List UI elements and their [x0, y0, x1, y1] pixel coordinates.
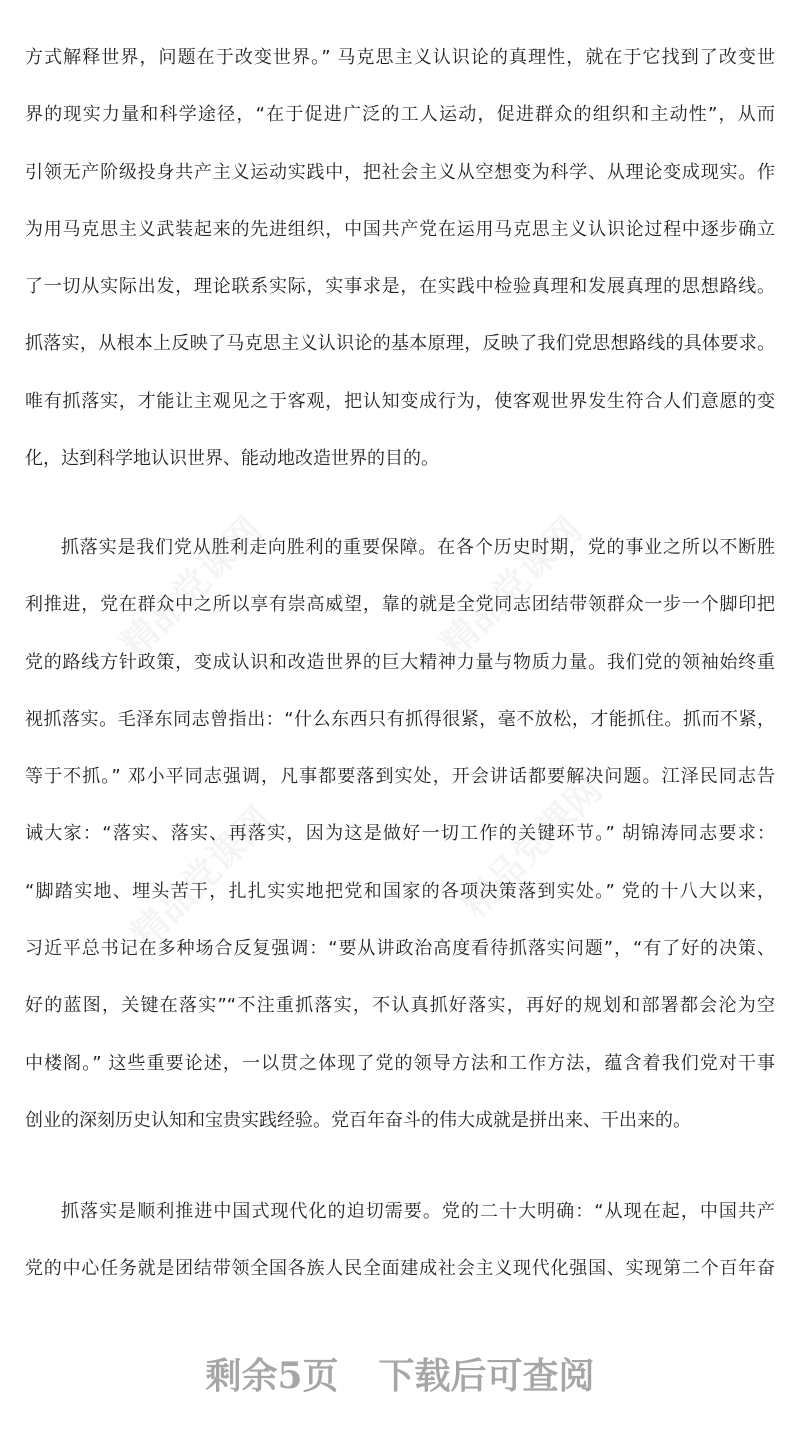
text-line: 好的蓝图，关键在落实”“不注重抓落实，不认真抓好落实，再好的规划和部署都会沦为空	[25, 995, 775, 1017]
remaining-pages-label: 剩余5页	[205, 1355, 339, 1397]
text-line: 为用马克思主义武装起来的先进组织，中国共产党在运用马克思主义认识论过程中逐步确立	[25, 218, 775, 240]
download-to-view-label: 下载后可查阅	[378, 1355, 595, 1397]
paragraph-1	[25, 29, 775, 487]
text-line: 唯有抓落实，才能让主观见之于客观，把认知变成行为，使客观世界发生符合人们意愿的变	[25, 390, 775, 412]
text-line: 党的路线方针政策，变成认识和改造世界的巨大精神力量与物质力量。我们党的领袖始终重	[25, 651, 775, 673]
text-line: 抓落实，从根本上反映了马克思主义认识论的基本原理，反映了我们党思想路线的具体要求。	[25, 333, 775, 355]
text-line: 抓落实是我们党从胜利走向胜利的重要保障。在各个历史时期，党的事业之所以不断胜	[61, 537, 775, 558]
text-line: 化，达到科学地认识世界、能动地改造世界的目的。	[25, 448, 439, 470]
text-line: 引领无产阶级投身共产主义运动实践中，把社会主义从空想变为科学、从理论变成现实。作	[25, 161, 775, 183]
download-prompt[interactable]	[0, 1348, 800, 1399]
text-line: 界的现实力量和科学途径，“在于促进广泛的工人运动，促进群众的组织和主动性”，从而	[25, 104, 775, 126]
text-line: 党的中心任务就是团结带领全国各族人民全面建成社会主义现代化强国、实现第二个百年奋	[25, 1258, 775, 1280]
paragraph-2	[25, 519, 775, 1149]
text-line: “脚踏实地、埋头苦干，扎扎实实地把党和国家的各项决策落到实处。” 党的十八大以来，	[25, 880, 775, 902]
text-line: 习近平总书记在多种场合反复强调：“要从讲政治高度看待抓落实问题”，“有了好的决策、	[25, 938, 775, 960]
text-line: 诫大家：“落实、落实、再落实，因为这是做好一切工作的关键环节。” 胡锦涛同志要求：	[25, 823, 775, 845]
text-line: 视抓落实。毛泽东同志曾指出：“什么东西只有抓得很紧，毫不放松，才能抓住。抓而不紧，	[25, 708, 775, 730]
text-line: 了一切从实际出发，理论联系实际，实事求是，在实践中检验真理和发展真理的思想路线。	[25, 276, 775, 298]
paragraph-3	[25, 1183, 775, 1298]
text-line: 中楼阁。” 这些重要论述，一以贯之体现了党的领导方法和工作方法，蕴含着我们党对干事	[25, 1052, 775, 1074]
text-line: 方式解释世界，问题在于改变世界。” 马克思主义认识论的真理性，就在于它找到了改变世	[25, 47, 775, 68]
text-line: 利推进，党在群众中之所以享有崇高威望，靠的就是全党同志团结带领群众一步一个脚印把	[25, 594, 775, 616]
text-line: 创业的深刻历史认知和宝贵实践经验。党百年奋斗的伟大成就是拼出来、干出来的。	[25, 1109, 691, 1131]
text-line: 等于不抓。” 邓小平同志强调，凡事都要落到实处，开会讲话都要解决问题。江泽民同志告	[25, 766, 775, 788]
text-line: 抓落实是顺利推进中国式现代化的迫切需要。党的二十大明确：“从现在起，中国共产	[61, 1201, 775, 1222]
